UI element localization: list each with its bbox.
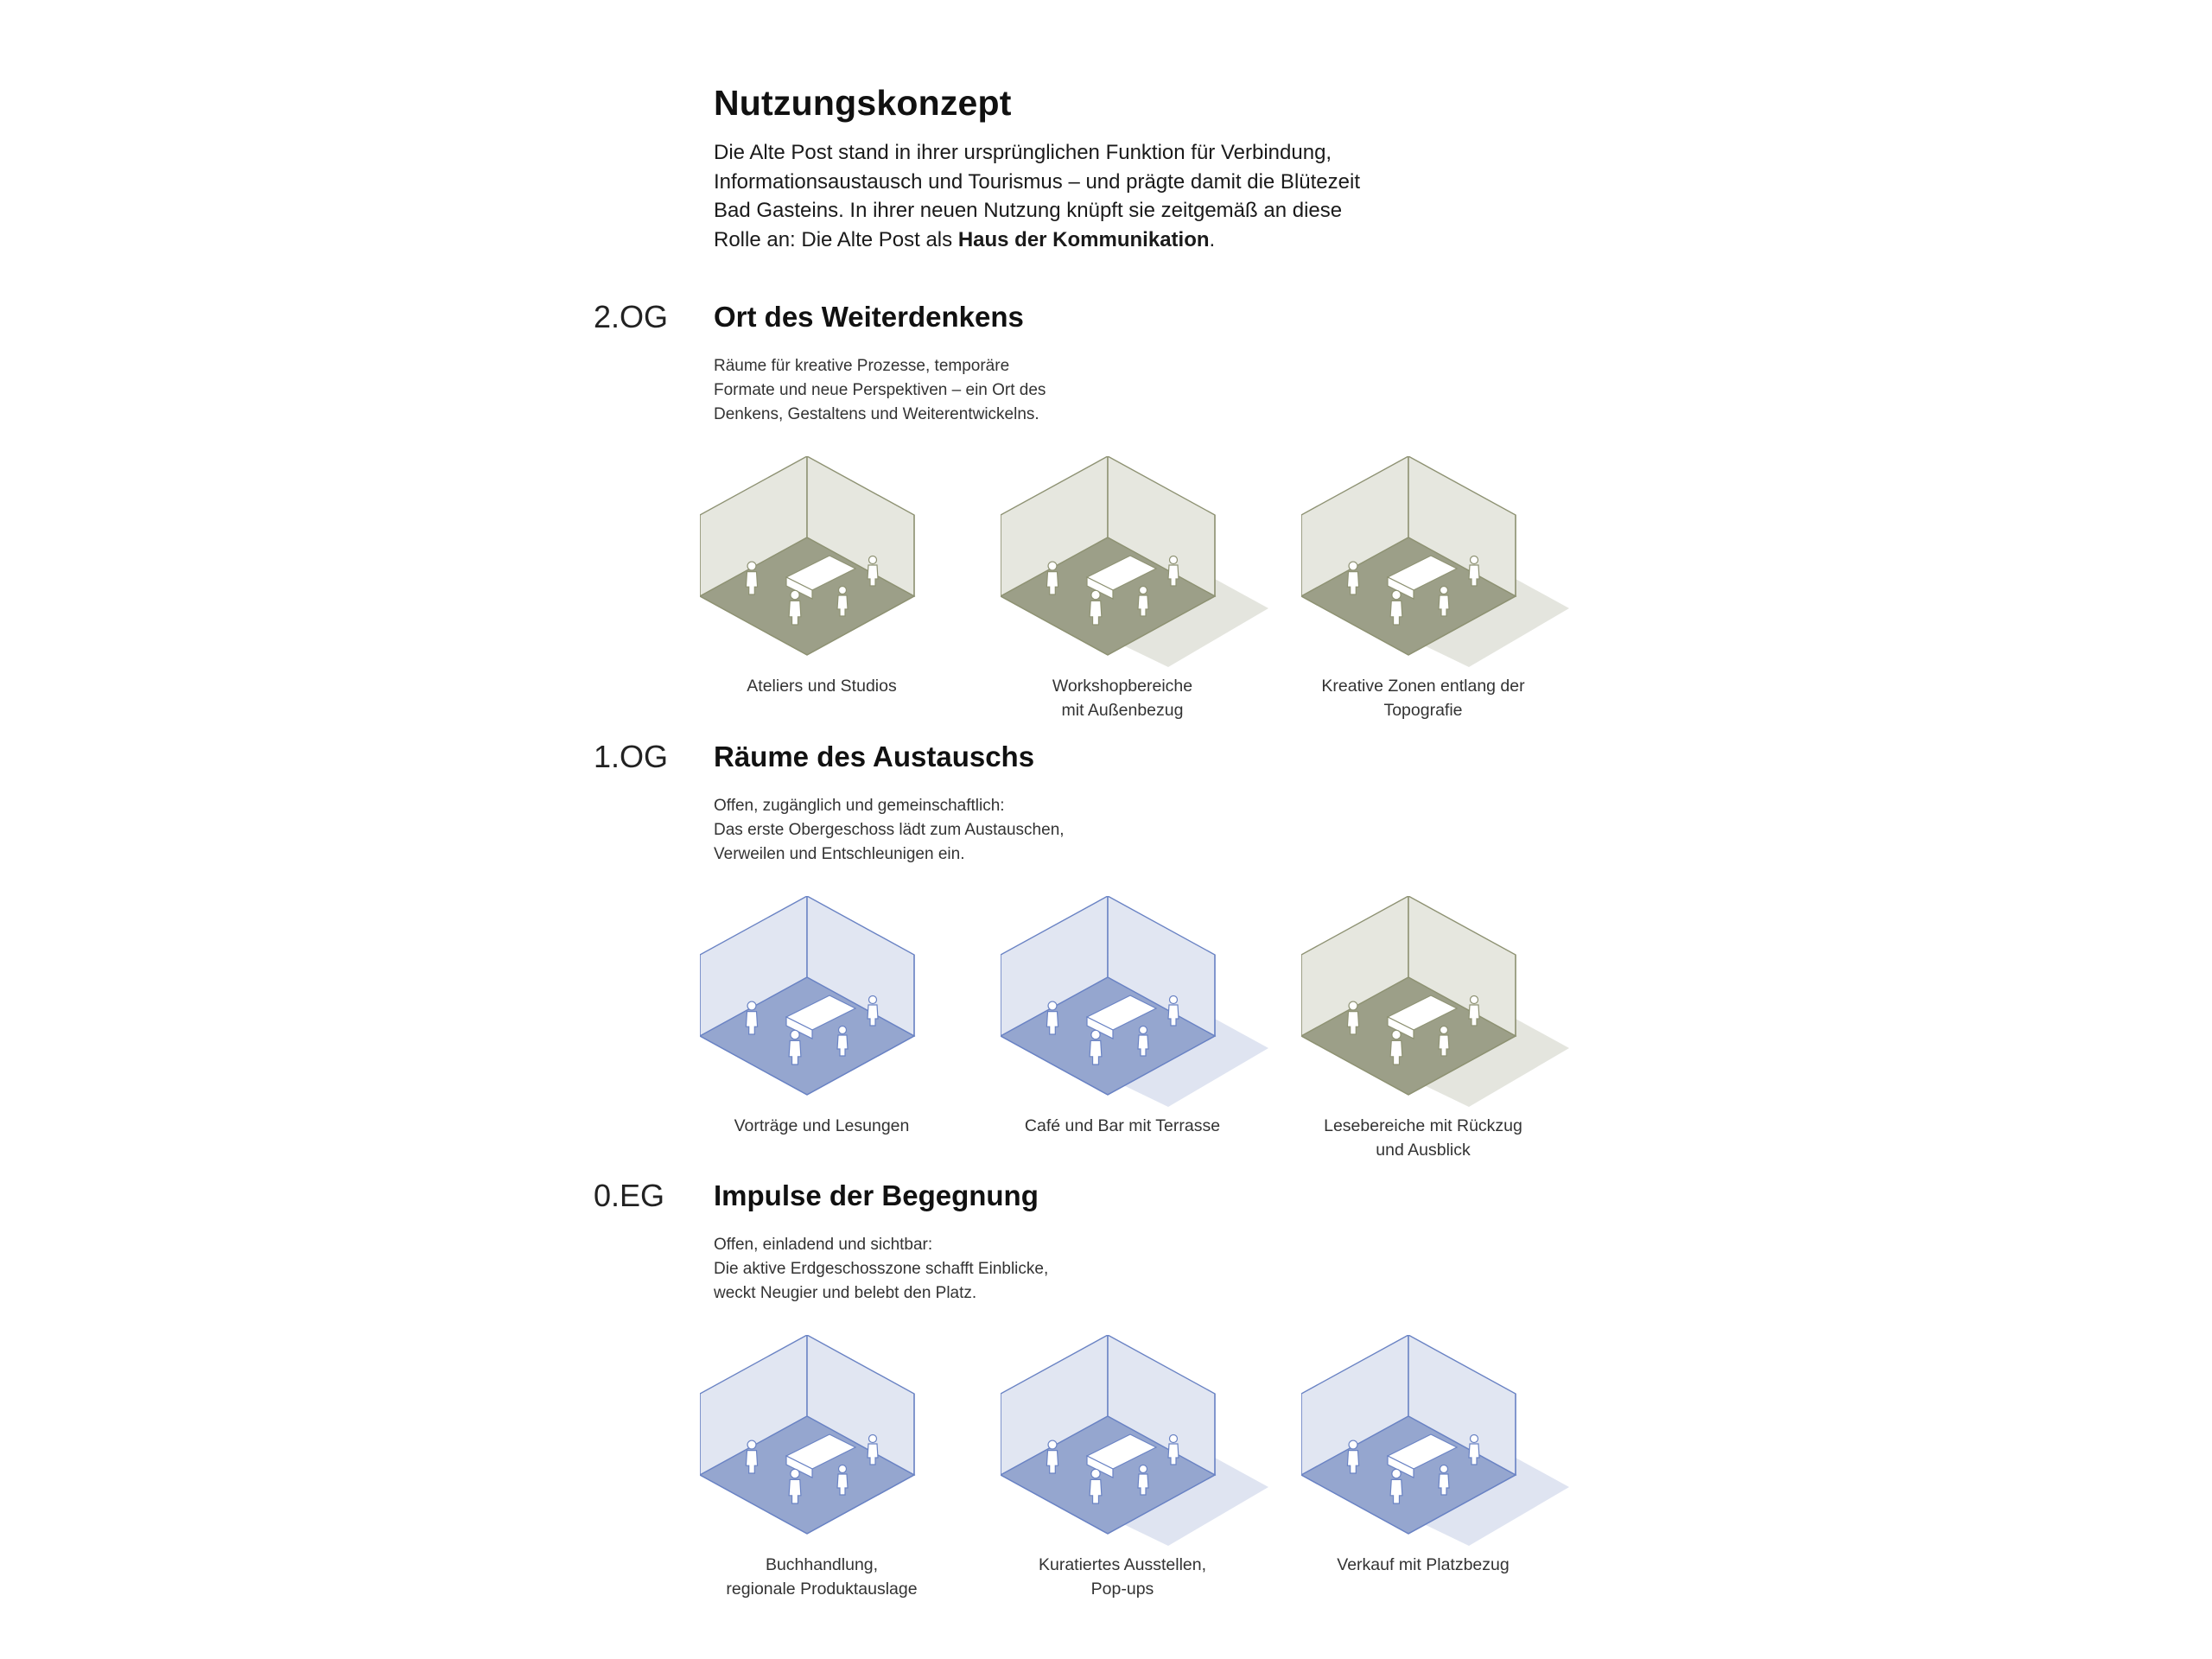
section-description [714, 794, 1163, 867]
room-illustration-cafe [1001, 896, 1286, 1121]
isometric-room [1001, 896, 1286, 1121]
room-caption: Vorträge und Lesungen [734, 1116, 910, 1135]
intro-text [714, 138, 1440, 254]
floor-label: 1.OG [594, 739, 669, 774]
isometric-room [700, 456, 985, 681]
room-caption: Workshopbereiche mit Außenbezug [1052, 677, 1193, 720]
room-illustration-buchhandlung [700, 1335, 985, 1560]
section-0eg [0, 1179, 2212, 1629]
isometric-room [1001, 456, 1286, 681]
desc-line: weckt Neugier und belebt den Platz. [714, 1284, 977, 1302]
section-1og [0, 741, 2212, 1190]
intro-line-4-end: . [1209, 227, 1216, 251]
desc-line: Das erste Obergeschoss lädt zum Austauschen, [714, 821, 1065, 839]
intro-line-2: Informationsaustausch und Tourismus – und prägte damit die Blütezeit [714, 169, 1360, 194]
room-caption: Buchhandlung, regionale Produktauslage [726, 1555, 918, 1599]
room-illustration-vortraege [700, 896, 985, 1121]
isometric-room [1001, 1335, 1286, 1560]
page-title: Nutzungskonzept [714, 83, 1012, 123]
room-caption: Ateliers und Studios [747, 677, 897, 696]
desc-line: Offen, zugänglich und gemeinschaftlich: [714, 797, 1005, 815]
room-illustration-verkauf [1301, 1335, 1586, 1560]
floor-label: 0.EG [594, 1178, 665, 1213]
section-title: Impulse der Begegnung [714, 1179, 1039, 1211]
section-description [714, 354, 1163, 427]
isometric-room [1301, 1335, 1586, 1560]
room-illustration-lesebereiche [1301, 896, 1586, 1121]
intro-highlight: Haus der Kommunikation [957, 227, 1210, 251]
section-title: Räume des Austauschs [714, 741, 1035, 772]
room-caption: Kreative Zonen entlang der Topografie [1321, 677, 1525, 720]
room-caption: Verkauf mit Platzbezug [1337, 1555, 1510, 1574]
intro-line-1: Die Alte Post stand in ihrer ursprünglichen Funktion für Verbindung, [714, 141, 1332, 164]
section-description [714, 1233, 1163, 1306]
isometric-room [1301, 896, 1586, 1121]
desc-line: Offen, einladend und sichtbar: [714, 1236, 933, 1254]
room-illustration-ateliers [700, 456, 985, 681]
intro-line-4: Rolle an: Die Alte Post als [714, 227, 958, 251]
intro-line-3: Bad Gasteins. In ihrer neuen Nutzung knüpft sie zeitgemäß an diese [714, 199, 1343, 222]
isometric-room [700, 896, 985, 1121]
room-caption: Lesebereiche mit Rückzug und Ausblick [1324, 1116, 1522, 1160]
isometric-room [1301, 456, 1586, 681]
room-illustration-workshop [1001, 456, 1286, 681]
section-title: Ort des Weiterdenkens [714, 301, 1024, 333]
room-illustration-ausstellen [1001, 1335, 1286, 1560]
desc-line: Die aktive Erdgeschosszone schafft Einblicke, [714, 1260, 1049, 1278]
floor-label: 2.OG [594, 299, 669, 334]
desc-line: Formate und neue Perspektiven – ein Ort des [714, 381, 1046, 399]
room-illustration-kreative-zonen [1301, 456, 1586, 681]
desc-line: Denkens, Gestaltens und Weiterentwickelns. [714, 405, 1039, 423]
section-2og [0, 301, 2212, 750]
isometric-room [700, 1335, 985, 1560]
desc-line: Verweilen und Entschleunigen ein. [714, 845, 965, 863]
room-caption: Café und Bar mit Terrasse [1024, 1116, 1221, 1135]
desc-line: Räume für kreative Prozesse, temporäre [714, 357, 1010, 375]
room-caption: Kuratiertes Ausstellen, Pop-ups [1038, 1555, 1207, 1599]
